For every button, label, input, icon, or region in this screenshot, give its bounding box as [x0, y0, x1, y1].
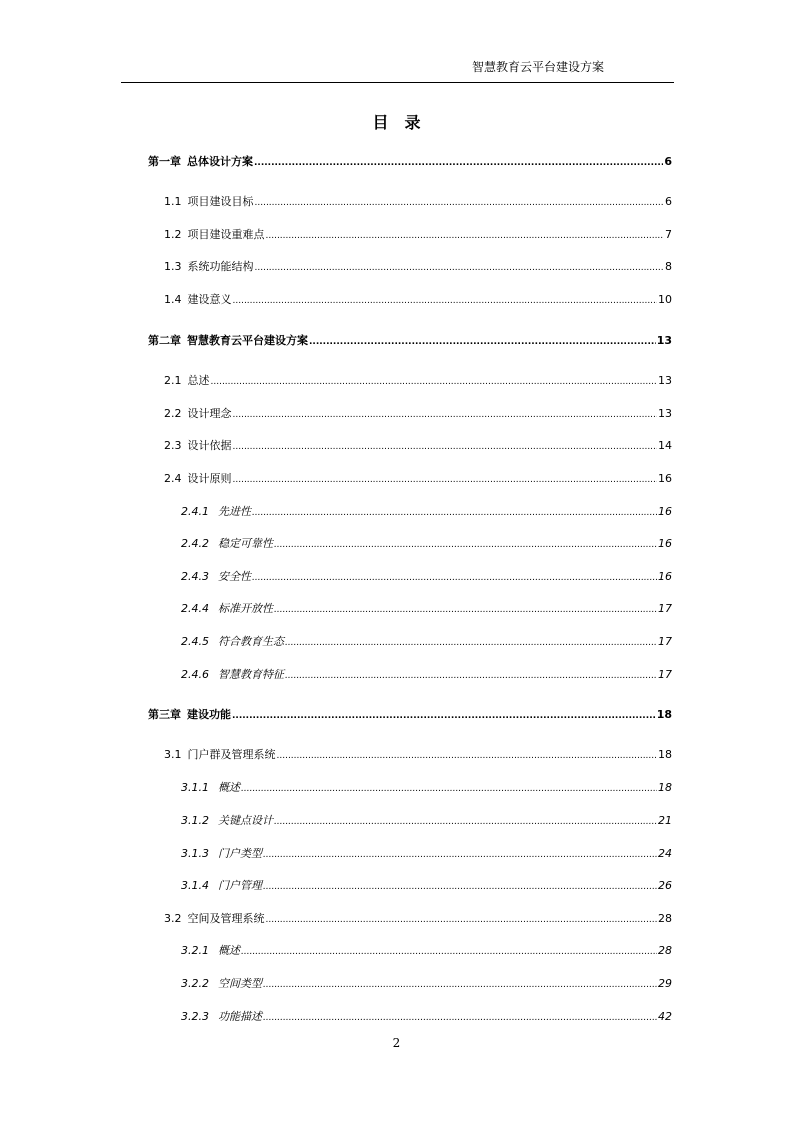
toc-entry-number: 2.4.6: [181, 668, 209, 681]
toc-leader-dots: [252, 571, 657, 585]
toc-entry-page: 16: [658, 472, 672, 485]
toc-entry-label: 设计原则: [187, 472, 232, 485]
header-title: 智慧教育云平台建设方案: [471, 60, 604, 74]
toc-entry-page: 18: [658, 748, 672, 761]
toc-entry[interactable]: [181, 602, 672, 617]
toc-leader-dots: [255, 196, 665, 210]
toc-leader-dots: [263, 848, 657, 862]
toc-entry-number: 1.2: [164, 228, 182, 241]
toc-leader-dots: [274, 603, 657, 617]
toc-entry-page: 7: [665, 228, 672, 241]
toc-entry-page: 42: [658, 1010, 672, 1023]
toc-entry-page: 28: [658, 912, 672, 925]
toc-entry-label: 设计依据: [187, 439, 232, 452]
toc-entry-page: 28: [658, 944, 672, 957]
toc-entry-number: 2.4.1: [181, 505, 209, 518]
toc-entry-page: 13: [658, 407, 672, 420]
toc-entry-page: 18: [658, 781, 672, 794]
toc-leader-dots: [266, 913, 658, 927]
toc-entry-label: 关键点设计: [218, 814, 273, 827]
toc-leader-dots: [252, 506, 657, 520]
toc-entry-label: 功能描述: [218, 1010, 262, 1023]
toc-entry-number: 3.1.2: [181, 814, 209, 827]
toc-title: 目 录: [372, 113, 421, 132]
toc-leader-dots: [263, 880, 657, 894]
toc-entry-label: 总述: [187, 374, 210, 387]
toc-entry-label: 符合教育生态: [218, 635, 284, 648]
toc-entry-label: 智慧教育特征: [218, 668, 284, 681]
toc-entry-page: 26: [658, 879, 672, 892]
toc-entry[interactable]: [181, 668, 672, 683]
toc-entry[interactable]: [164, 293, 672, 308]
toc-entry-number: 1.4: [164, 293, 182, 306]
toc-entry-page: 10: [658, 293, 672, 306]
toc-entry-number: 1.3: [164, 260, 182, 273]
toc-entry-label: 总体设计方案: [187, 155, 253, 168]
toc-entry-page: 17: [658, 668, 672, 681]
toc-entry[interactable]: [181, 879, 672, 894]
toc-entry-label: 空间及管理系统: [187, 912, 265, 925]
toc-leader-dots: [233, 473, 658, 487]
toc-entry[interactable]: [181, 1010, 672, 1025]
toc-entry-label: 设计理念: [187, 407, 232, 420]
toc-entry-page: 17: [658, 635, 672, 648]
toc-leader-dots: [285, 636, 657, 650]
toc-entry-number: 1.1: [164, 195, 182, 208]
toc-entry-page: 6: [665, 195, 672, 208]
toc-entry-label: 先进性: [218, 505, 251, 518]
page-header: [121, 52, 674, 83]
toc-entry[interactable]: [164, 472, 672, 487]
toc-entry-page: 8: [665, 260, 672, 273]
toc-entry-number: 3.1.3: [181, 847, 209, 860]
toc-entry-page: 16: [658, 570, 672, 583]
toc-entry-label: 概述: [218, 944, 240, 957]
toc-entry-label: 标准开放性: [218, 602, 273, 615]
toc-entry-number: 3.2.2: [181, 977, 209, 990]
toc-entry-number: 2.3: [164, 439, 182, 452]
toc-entry[interactable]: [148, 155, 672, 170]
toc-entry[interactable]: [164, 374, 672, 389]
toc-entry-number: 2.4.3: [181, 570, 209, 583]
toc-entry[interactable]: [164, 748, 672, 763]
toc-entry-label: 空间类型: [218, 977, 262, 990]
toc-leader-dots: [274, 815, 657, 829]
toc-entry-label: 项目建设重难点: [187, 228, 265, 241]
toc-entry-label: 建设功能: [187, 708, 231, 721]
toc-leader-dots: [255, 261, 665, 275]
toc-leader-dots: [233, 294, 658, 308]
toc-entry[interactable]: [164, 260, 672, 275]
toc-leader-dots: [211, 375, 658, 389]
toc-entry-number: 2.4.4: [181, 602, 209, 615]
toc-entry[interactable]: [181, 505, 672, 520]
toc-leader-dots: [254, 156, 663, 170]
toc-leader-dots: [309, 335, 656, 349]
toc-entry-number: 3.2.3: [181, 1010, 209, 1023]
toc-entry[interactable]: [164, 407, 672, 422]
toc-leader-dots: [233, 440, 658, 454]
toc-entry[interactable]: [181, 944, 672, 959]
toc-entry-number: 第二章: [148, 334, 181, 347]
toc-entry-page: 18: [656, 708, 672, 721]
toc-entry[interactable]: [164, 228, 672, 243]
toc-entry-label: 系统功能结构: [187, 260, 254, 273]
toc-entry-number: 3.2: [164, 912, 182, 925]
toc-entry-number: 第一章: [148, 155, 181, 168]
toc-entry[interactable]: [181, 814, 672, 829]
toc-entry-page: 24: [658, 847, 672, 860]
toc-entry[interactable]: [164, 912, 672, 927]
toc-entry-number: 2.4.5: [181, 635, 209, 648]
toc-entry-label: 门户群及管理系统: [187, 748, 276, 761]
toc-leader-dots: [241, 782, 657, 796]
toc-entry[interactable]: [181, 635, 672, 650]
toc-entry[interactable]: [181, 570, 672, 585]
toc-entry-number: 3.1.4: [181, 879, 209, 892]
toc-leader-dots: [285, 669, 657, 683]
toc-entry-number: 2.4.2: [181, 537, 209, 550]
toc-entry-number: 2.1: [164, 374, 182, 387]
toc-entry-number: 3.1: [164, 748, 182, 761]
toc-leader-dots: [233, 408, 658, 422]
toc-leader-dots: [274, 538, 657, 552]
toc-entry[interactable]: [164, 439, 672, 454]
toc-entry-page: 13: [656, 334, 672, 347]
toc-entry[interactable]: [164, 195, 672, 210]
toc-entry-page: 14: [658, 439, 672, 452]
toc-entry[interactable]: [181, 781, 672, 796]
toc-leader-dots: [241, 945, 657, 959]
toc-entry-label: 建设意义: [187, 293, 232, 306]
toc-entry-page: 21: [658, 814, 672, 827]
toc-entry-number: 3.1.1: [181, 781, 209, 794]
toc-entry-number: 2.2: [164, 407, 182, 420]
toc-entry-label: 智慧教育云平台建设方案: [187, 334, 308, 347]
toc-entry-label: 门户管理: [218, 879, 262, 892]
toc-entry-page: 16: [658, 537, 672, 550]
toc-entry[interactable]: [148, 708, 672, 723]
toc-entry-page: 17: [658, 602, 672, 615]
toc-leader-dots: [232, 709, 656, 723]
toc-entry-page: 29: [658, 977, 672, 990]
page-number: 2: [392, 1036, 401, 1050]
toc-entry-label: 项目建设目标: [187, 195, 254, 208]
toc-entry-number: 第三章: [148, 708, 181, 721]
toc-entry[interactable]: [181, 537, 672, 552]
toc-entry[interactable]: [181, 977, 672, 992]
toc-entry-page: 6: [664, 155, 672, 168]
toc-leader-dots: [263, 1011, 657, 1025]
toc-entry[interactable]: [181, 847, 672, 862]
toc-entry-label: 安全性: [218, 570, 251, 583]
toc-leader-dots: [277, 749, 658, 763]
toc-entry[interactable]: [148, 334, 672, 349]
toc-entry-number: 3.2.1: [181, 944, 209, 957]
toc-entry-label: 概述: [218, 781, 240, 794]
toc-leader-dots: [263, 978, 657, 992]
toc-entry-page: 16: [658, 505, 672, 518]
toc-entry-label: 门户类型: [218, 847, 262, 860]
toc-entry-label: 稳定可靠性: [218, 537, 273, 550]
toc-entry-page: 13: [658, 374, 672, 387]
toc-leader-dots: [266, 229, 665, 243]
toc-entry-number: 2.4: [164, 472, 182, 485]
